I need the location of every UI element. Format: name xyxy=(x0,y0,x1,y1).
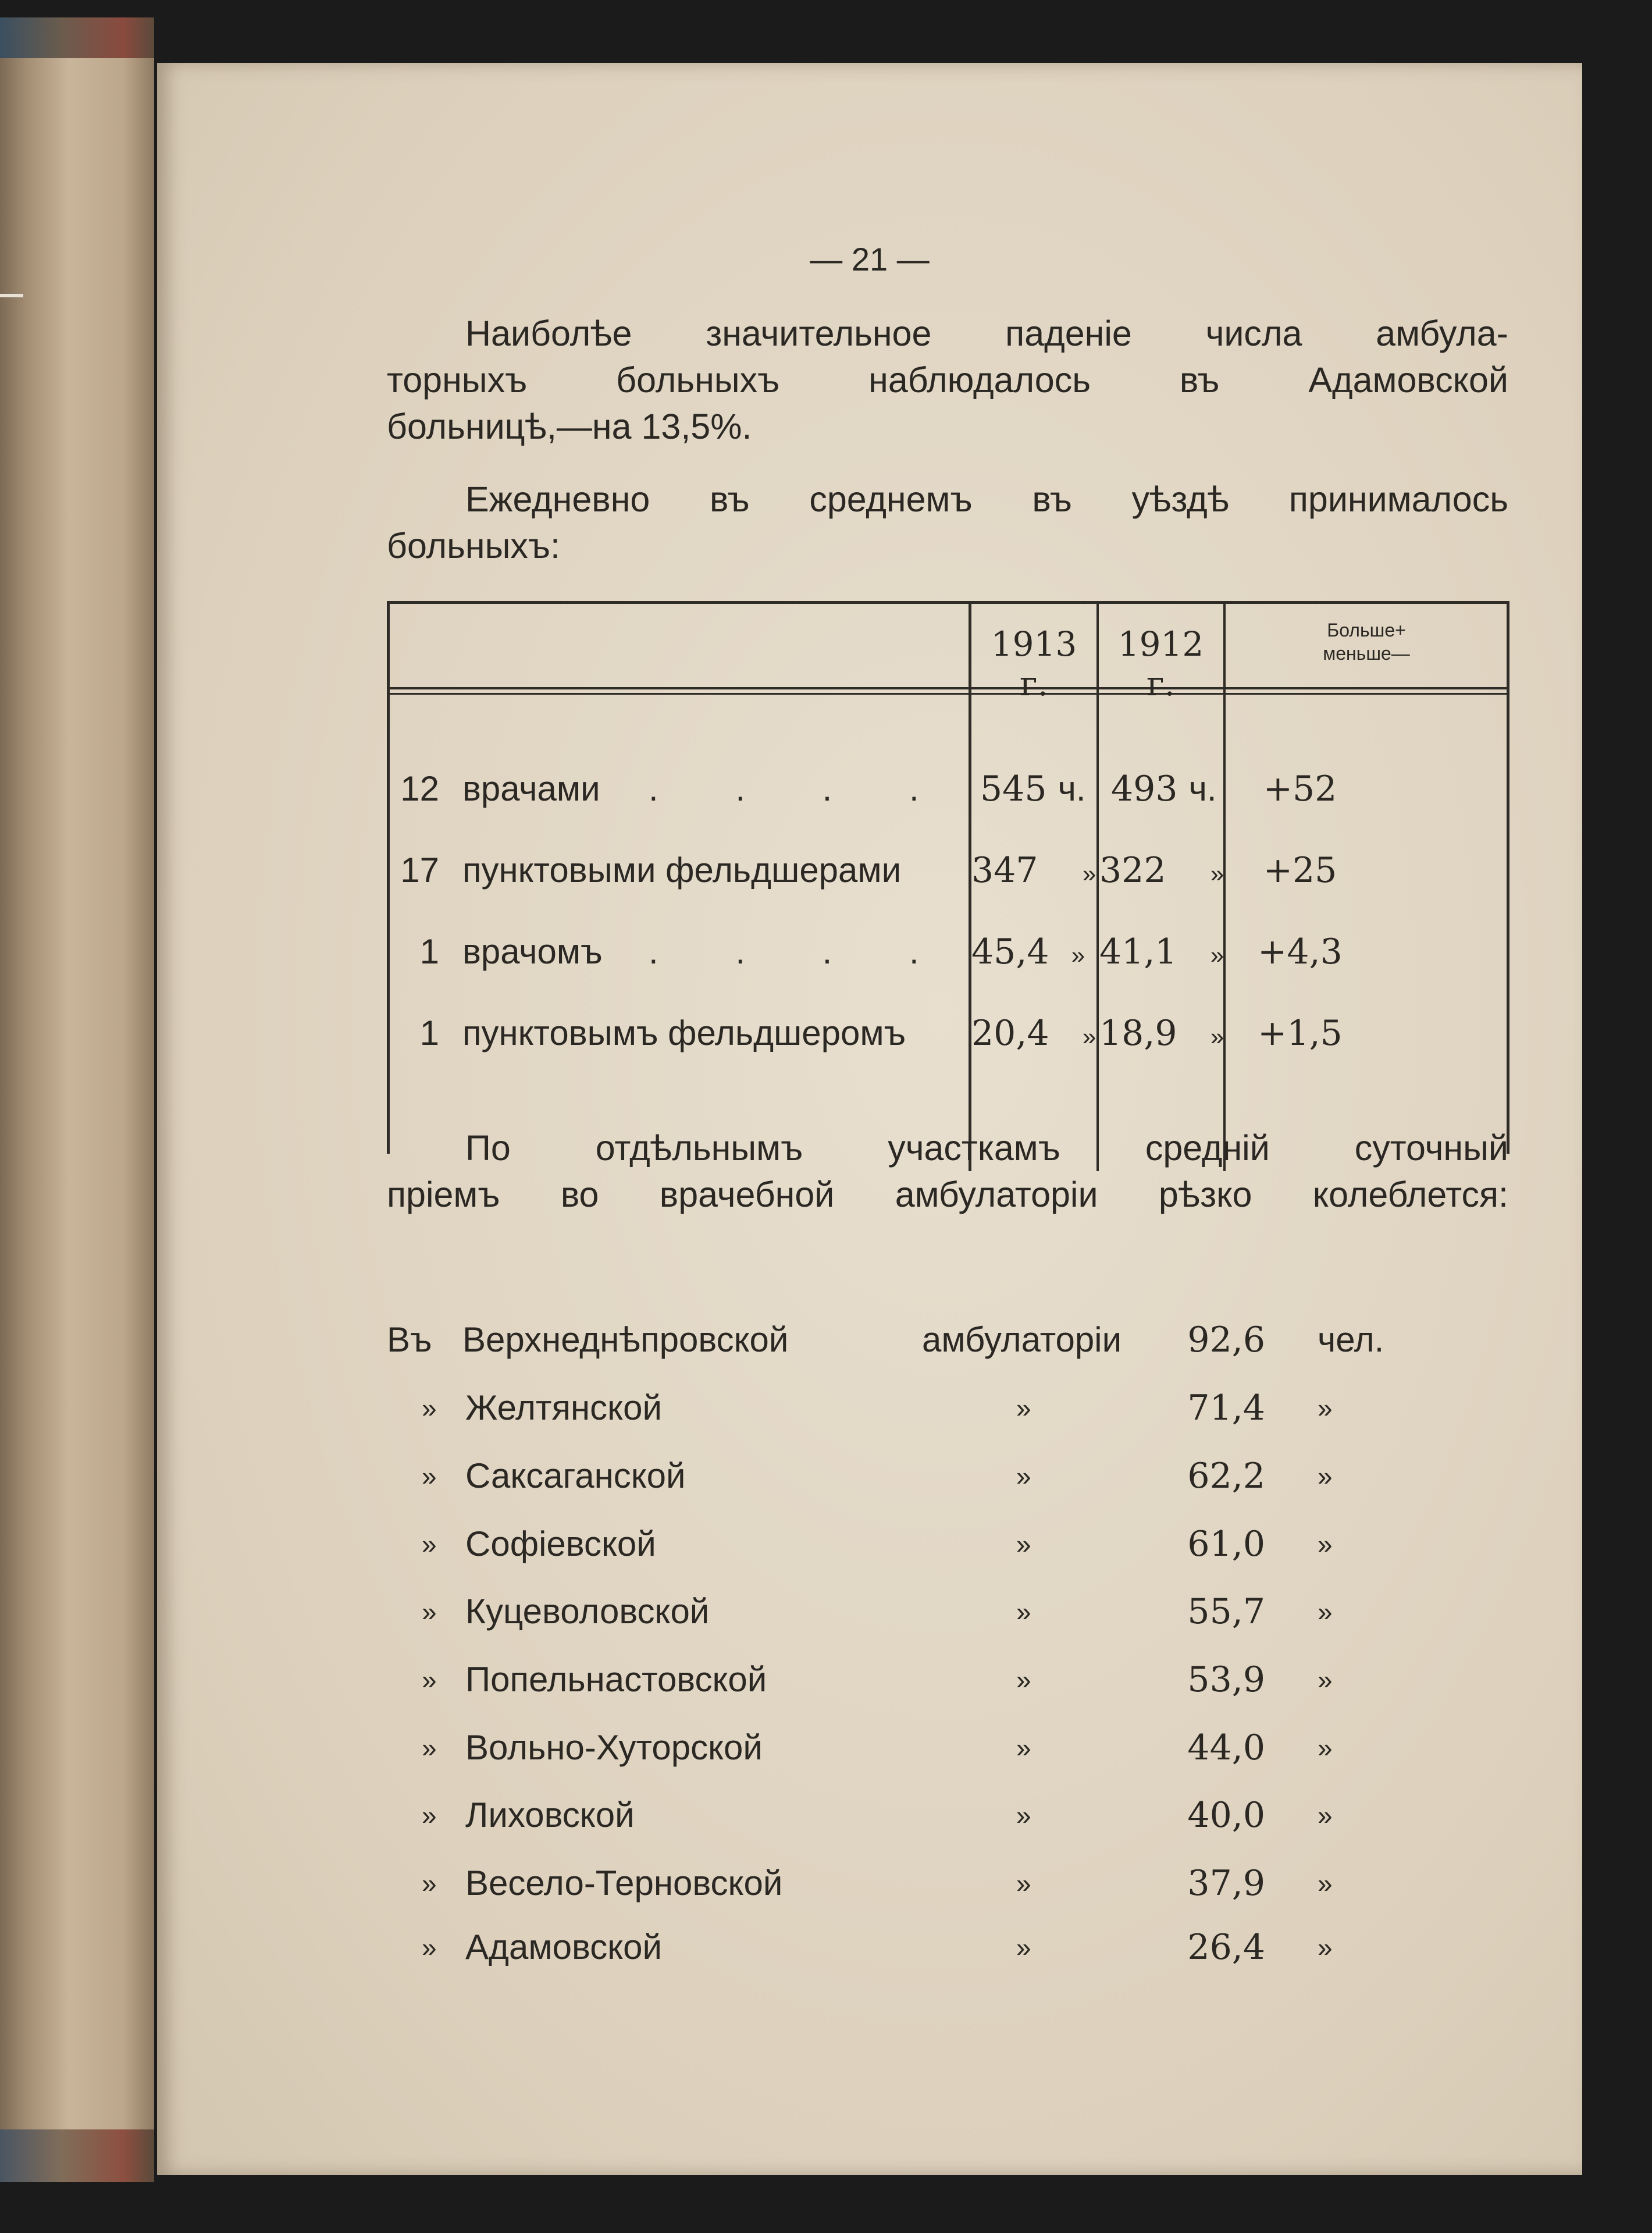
row-label: врачами xyxy=(462,769,600,808)
value: 45,4 xyxy=(971,931,1049,972)
ambulatory-name: Лиховской xyxy=(465,1795,635,1834)
unit: » xyxy=(1210,1023,1224,1050)
paragraph-1 xyxy=(387,310,1508,450)
ambulatory-row xyxy=(387,1927,1509,1979)
paragraph-3 xyxy=(387,1125,1508,1218)
table-row xyxy=(387,931,1509,990)
ambulatory-value: 61,0 xyxy=(1187,1524,1265,1564)
ditto-mark: » xyxy=(422,1800,437,1830)
value-diff: +52 xyxy=(1263,769,1337,809)
ditto-mark: » xyxy=(1318,1932,1333,1962)
row-label: пунктовыми фельдшерами xyxy=(462,851,902,890)
ambulatory-name: Желтянской xyxy=(465,1388,662,1427)
value: 41,1 xyxy=(1099,931,1177,972)
ditto-mark: » xyxy=(1016,1733,1031,1763)
ambulatory-value: 62,2 xyxy=(1187,1456,1265,1496)
header-1912: 1912 г. xyxy=(1117,624,1204,703)
value: 493 xyxy=(1111,769,1178,809)
ambulatory-row xyxy=(387,1795,1509,1847)
ambulatory-name: Софіевской xyxy=(465,1524,656,1563)
ditto-mark: » xyxy=(422,1596,437,1627)
value: 347 xyxy=(971,850,1038,891)
ambulatory-name: Весело-Терновской xyxy=(465,1864,783,1903)
ditto-mark: » xyxy=(422,1733,437,1763)
ambulatory-value: 37,9 xyxy=(1187,1863,1265,1904)
row-dots: . . . . xyxy=(649,769,953,808)
value: 20,4 xyxy=(971,1013,1049,1054)
value-diff: +25 xyxy=(1263,850,1337,891)
value-diff: +1,5 xyxy=(1258,1013,1343,1054)
unit: ч. xyxy=(1058,769,1086,808)
paragraph-3-line: По отдѣльнымъ участкамъ средній суточный xyxy=(465,1128,1508,1168)
ambulatory-name: Саксаганской xyxy=(465,1456,686,1495)
header-1913: 1913 г. xyxy=(991,624,1077,703)
table-header-rule-2 xyxy=(387,693,1509,695)
paragraph-2 xyxy=(387,476,1508,569)
value: 322 xyxy=(1099,850,1166,891)
row-dots: . . . . xyxy=(649,932,953,971)
daily-patients-table xyxy=(387,601,1509,1171)
ditto-mark: » xyxy=(1016,1868,1031,1898)
ambulatory-name: Куцеволовской xyxy=(465,1592,710,1631)
row-label: пунктовымъ фельдшеромъ xyxy=(462,1014,906,1053)
value: 545 xyxy=(980,769,1047,809)
ditto-mark: » xyxy=(1318,1529,1333,1559)
value-1912 xyxy=(1099,931,1224,972)
value-1913 xyxy=(971,931,1085,972)
ambulatory-value: 26,4 xyxy=(1187,1927,1265,1968)
paragraph-1-line: Наиболѣе значительное паденіе числа амбула- xyxy=(465,314,1508,353)
ambulatory-name: Попельнастовской xyxy=(465,1660,767,1699)
ditto-mark: » xyxy=(1016,1461,1031,1491)
value-1912 xyxy=(1111,769,1217,809)
row-count: 1 xyxy=(419,932,439,971)
ditto-mark: » xyxy=(1016,1665,1031,1695)
unit: » xyxy=(1082,1023,1096,1050)
ditto-mark: » xyxy=(422,1665,437,1695)
ditto-mark: » xyxy=(1318,1393,1333,1423)
ambulatory-row xyxy=(387,1591,1509,1644)
table-row xyxy=(387,769,1509,827)
ditto-mark: » xyxy=(422,1868,437,1898)
ditto-mark: » xyxy=(1318,1868,1333,1898)
ambulatory-row xyxy=(387,1659,1509,1712)
ambulatory-value: 92,6 xyxy=(1187,1320,1265,1360)
value-1913 xyxy=(971,850,1096,891)
table-header-rule xyxy=(387,687,1509,689)
paragraph-2-line: Ежедневно въ среднемъ въ уѣздѣ принималось xyxy=(465,479,1508,519)
table-row xyxy=(387,1013,1509,1071)
unit: чел. xyxy=(1318,1320,1384,1359)
ambulatory-value: 40,0 xyxy=(1187,1795,1265,1836)
ambulatory-value: 44,0 xyxy=(1187,1727,1265,1768)
ditto-mark: » xyxy=(1016,1596,1031,1627)
value-1912 xyxy=(1099,850,1224,891)
ambulatory-row xyxy=(387,1727,1509,1780)
ambulatory-row xyxy=(387,1863,1509,1915)
ambulatory-name: Вольно-Хуторской xyxy=(465,1728,763,1767)
header-diff-bottom: меньше— xyxy=(1323,643,1410,664)
ambulatory-value: 53,9 xyxy=(1187,1659,1265,1700)
ambulatory-name: Верхнеднѣпровской xyxy=(462,1320,789,1359)
ambulatory-row xyxy=(387,1320,1509,1372)
prefix: Въ xyxy=(387,1320,432,1359)
ditto-mark: » xyxy=(1318,1800,1333,1830)
value-1913 xyxy=(980,769,1086,809)
edge-mark xyxy=(0,294,23,297)
ditto-mark: » xyxy=(422,1529,437,1559)
header-diff xyxy=(1227,618,1505,665)
row-count: 12 xyxy=(400,769,439,808)
ditto-mark: » xyxy=(1016,1529,1031,1559)
spine-top-band xyxy=(0,17,154,58)
table-row xyxy=(387,850,1509,908)
ditto-mark: » xyxy=(422,1461,437,1491)
paragraph-1-line: торныхъ больныхъ наблюдалось въ Адамовской xyxy=(387,360,1508,400)
ditto-mark: » xyxy=(422,1393,437,1423)
ambulatory-value: 71,4 xyxy=(1187,1388,1265,1428)
value-diff: +4,3 xyxy=(1258,931,1343,972)
row-count: 17 xyxy=(400,851,439,890)
spine-bottom-band xyxy=(0,2129,154,2182)
value-1913 xyxy=(971,1013,1096,1054)
unit: » xyxy=(1210,941,1224,969)
page-number: — 21 — xyxy=(810,241,930,278)
row-label: врачомъ xyxy=(462,932,603,971)
ambulatory-row xyxy=(387,1456,1509,1508)
unit: ч. xyxy=(1188,769,1217,808)
paragraph-1-line: больницѣ,—на 13,5%. xyxy=(387,407,752,446)
ditto-mark: » xyxy=(422,1932,437,1962)
ambulatory-row xyxy=(387,1388,1509,1440)
value-1912 xyxy=(1099,1013,1224,1054)
ambulatory-name: Адамовской xyxy=(465,1928,663,1967)
ambulatory-row xyxy=(387,1524,1509,1576)
ditto-mark: » xyxy=(1318,1461,1333,1491)
book-spine xyxy=(0,17,154,2182)
row-count: 1 xyxy=(419,1014,439,1053)
ditto-mark: » xyxy=(1318,1665,1333,1695)
paragraph-2-line: больныхъ: xyxy=(387,526,561,566)
ditto-mark: » xyxy=(1318,1733,1333,1763)
ditto-mark: » xyxy=(1016,1393,1031,1423)
value: 18,9 xyxy=(1099,1013,1177,1054)
ditto-mark: » xyxy=(1016,1932,1031,1962)
ditto-mark: » xyxy=(1016,1800,1031,1830)
header-diff-top: Больше+ xyxy=(1327,620,1406,641)
unit: » xyxy=(1082,860,1096,887)
unit: » xyxy=(1210,860,1224,887)
ambulatory-word: амбулаторіи xyxy=(922,1320,1122,1359)
book-page xyxy=(157,63,1582,2175)
unit: » xyxy=(1071,941,1085,969)
table-top-rule xyxy=(387,601,1509,604)
ambulatory-value: 55,7 xyxy=(1187,1591,1265,1632)
paragraph-3-line: пріемъ во врачебной амбулаторіи рѣзко колеблется: xyxy=(387,1175,1508,1214)
ditto-mark: » xyxy=(1318,1596,1333,1627)
